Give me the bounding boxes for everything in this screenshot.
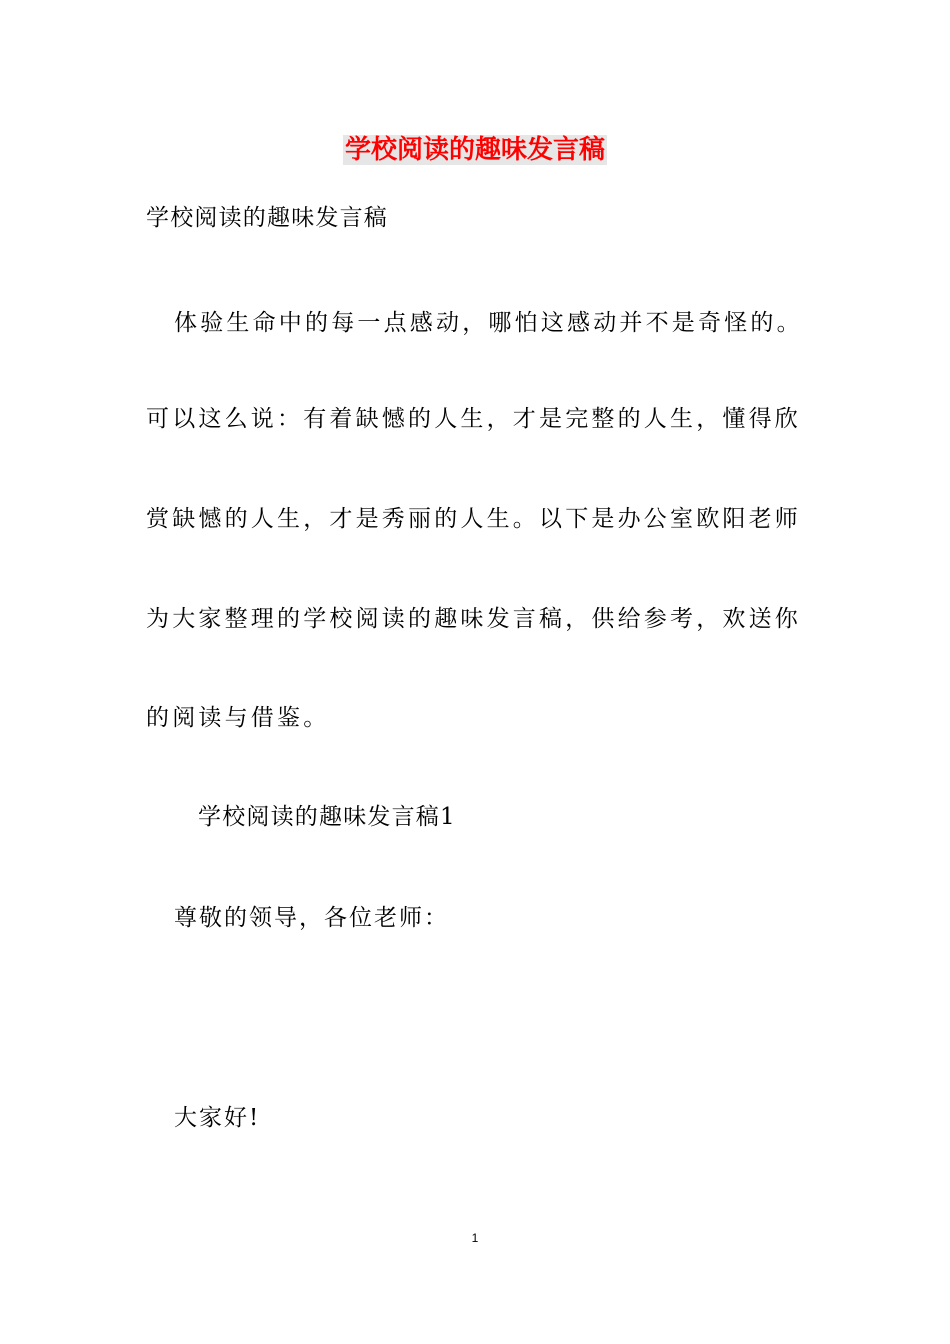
page-number: 1 <box>471 1231 479 1245</box>
document-title-text: 学校阅读的趣味发言稿 <box>344 135 605 165</box>
paragraph-line: 的阅读与借鉴。 <box>146 705 330 731</box>
section-heading: 学校阅读的趣味发言稿1 <box>198 804 456 830</box>
document-subtitle: 学校阅读的趣味发言稿 <box>146 205 388 231</box>
paragraph-line: 体验生命中的每一点感动，哪怕这感动并不是奇怪的。 <box>174 310 803 336</box>
document-title <box>0 133 950 167</box>
paragraph-line: 可以这么说：有着缺憾的人生，才是完整的人生，懂得欣 <box>146 406 801 432</box>
greeting-line: 尊敬的领导，各位老师： <box>174 905 449 931</box>
salutation-line: 大家好! <box>174 1105 261 1131</box>
paragraph-line: 赏缺憾的人生，才是秀丽的人生。以下是办公室欧阳老师 <box>146 506 801 532</box>
paragraph-line: 为大家整理的学校阅读的趣味发言稿，供给参考，欢送你 <box>146 606 801 632</box>
